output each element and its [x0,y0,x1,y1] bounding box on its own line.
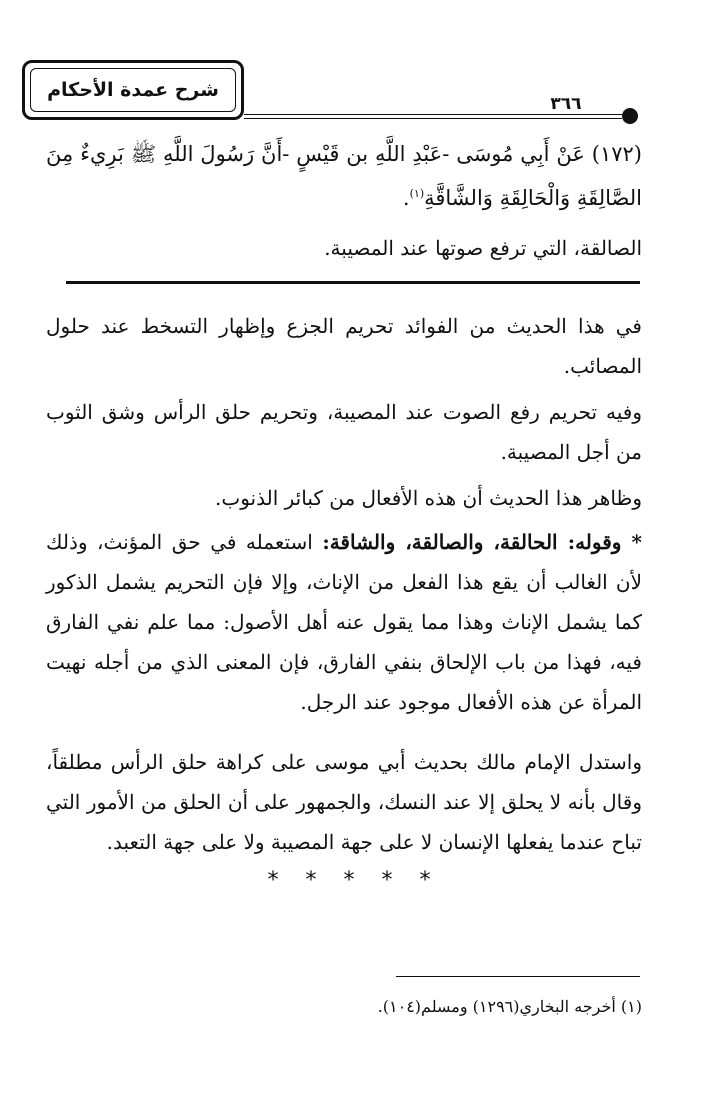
footnote-rule [396,976,640,977]
footnote-reference: (١) [409,187,425,200]
hadith-body: عَنْ أَبِي مُوسَى -عَبْدِ اللَّهِ بن قَيْسٍ -أَنَّ رَسُولَ اللَّهِ ﷺ بَرِيءٌ مِنَ الصَّالِقَةِ وَالْحَالِقَةِ وَالشَّاقَّةِ [46,142,642,210]
hadith-end: . [402,186,410,210]
commentary-paragraph-4 [46,522,642,722]
page-number: ٣٦٦ [536,94,596,114]
footnote: (١) أخرجه البخاري(١٢٩٦) ومسلم(١٠٤). [377,997,642,1016]
commentary-paragraph-5: واستدل الإمام مالك بحديث أبي موسى على كراهة حلق الرأس مطلقاً، وقال بأنه لا يحلق إلا عند النسك، والجمهور على أن الحلق من الأمور التي تباح عندما يفعلها الإنسان لا على جهة المصيبة ولا على جهة التعبد. [46,750,642,854]
book-title: شرح عمدة الأحكام [47,78,219,101]
paragraph-4-text: استعمله في حق المؤنث، وذلك لأن الغالب أن يقع هذا الفعل من الإناث، وإلا فإن التحريم يشمل الذكور كما يشمل الإناث وهذا مما يقول عنه أهل الأصول: مما علم نفي الفارق فيه، فهذا من باب الإلحاق بنفي الفارق، فإن المعنى الذي من أجله نهيت المرأة عن هذه الأفعال موجود عند الرجل. [46,530,642,714]
hadith-text [46,132,642,220]
header-dot-ornament [622,108,638,124]
word-gloss: الصالقة، التي ترفع صوتها عند المصيبة. [324,236,642,260]
commentary-paragraph-1: في هذا الحديث من الفوائد تحريم الجزع وإظهار التسخط عند حلول المصائب. [46,314,642,378]
running-header-box [22,60,244,120]
paragraph-lead-phrase: * وقوله: الحالقة، والصالقة، والشاقة: [322,530,642,554]
section-separator-rule [66,281,640,284]
header-rule-second [244,118,622,119]
hadith-number: (١٧٢) [591,142,642,166]
commentary-paragraph-2: وفيه تحريم رفع الصوت عند المصيبة، وتحريم حلق الرأس وشق الثوب من أجل المصيبة. [46,400,642,464]
star-separator: * * * * * [267,868,441,893]
commentary-paragraph-3: وظاهر هذا الحديث أن هذه الأفعال من كبائر الذنوب. [215,486,642,510]
